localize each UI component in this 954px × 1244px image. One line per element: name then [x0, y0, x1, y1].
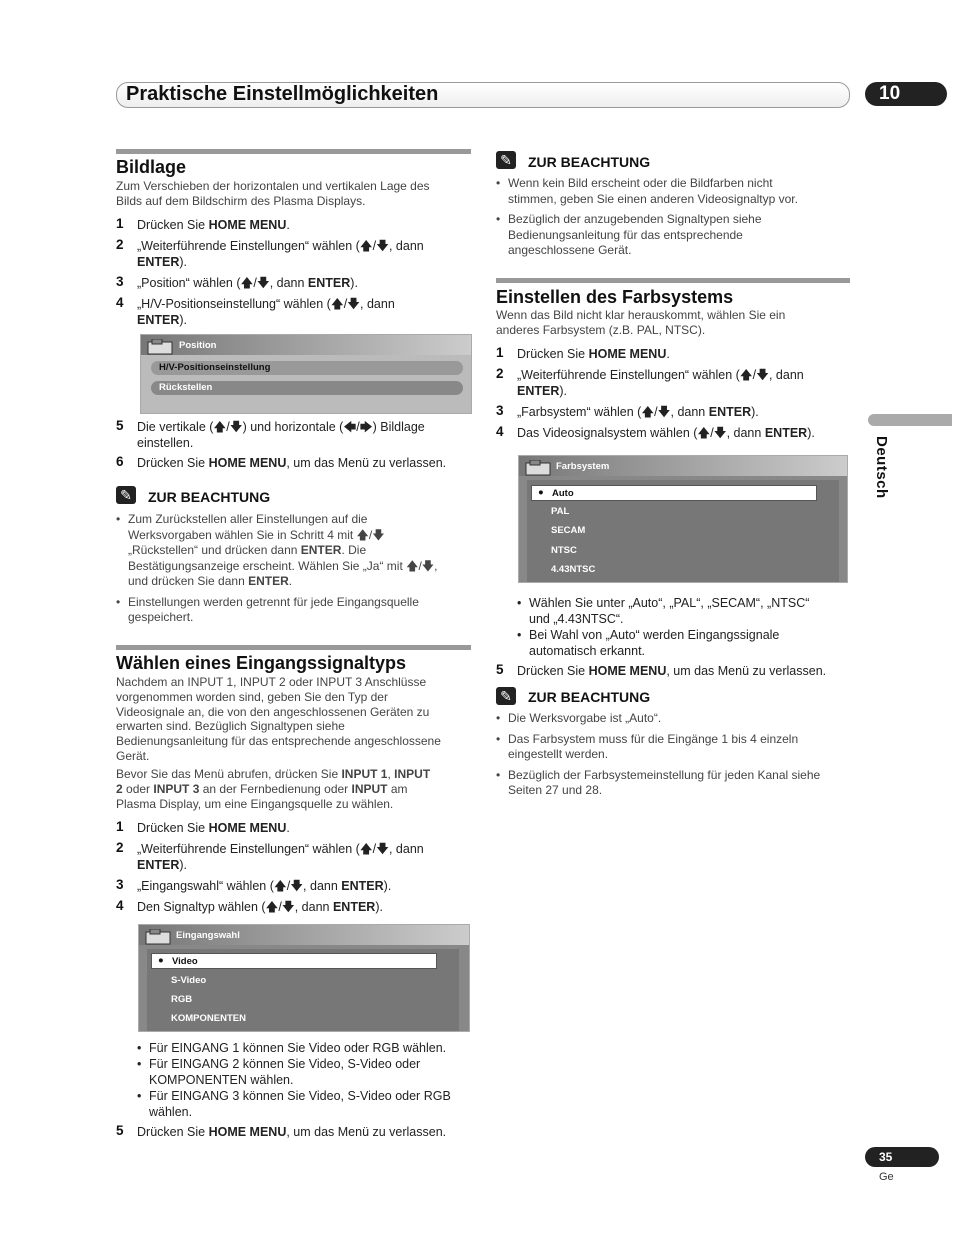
step-number: 2 [116, 840, 124, 855]
step-item [116, 275, 476, 291]
step-item [116, 238, 476, 270]
osd-menu-eingangswahl [138, 924, 470, 1032]
tv-icon [145, 929, 173, 945]
step-text: „Eingangswahl“ wählen (🡅/🡇, dann ENTER). [137, 879, 392, 893]
section-title-farbsystem: Einstellen des Farbsystems [496, 287, 734, 307]
text-line: Gerät. [116, 749, 150, 763]
bullet-icon: • [137, 1089, 142, 1103]
section-title-signal: Wählen eines Eingangssignaltyps [116, 653, 407, 673]
note-text: Zum Zurückstellen aller Einstellungen auf die Werksvorgaben wählen Sie in Schritt 4 mit 🡅/🡇 „Rückstellen“ und drücken dann ENTER. Die Bestätigungsanzeige erscheint. Wählen Sie „Ja“ mit 🡅/🡇, und drücken Sie dann ENTER. [128, 512, 438, 588]
step-item [116, 1124, 476, 1140]
text-line: Plasma Display, um eine Eingangsquelle zu wählen. [116, 797, 394, 811]
step-text: Drücken Sie HOME MENU. [137, 218, 290, 232]
step-text: Drücken Sie HOME MENU, um das Menü zu verlassen. [137, 456, 447, 470]
menu-item[interactable]: KOMPONENTEN [171, 1013, 246, 1024]
note-title: ZUR BEACHTUNG [528, 689, 651, 705]
menu-item[interactable]: PAL [551, 506, 570, 517]
menu-item-label: Auto [552, 488, 574, 499]
menu-item[interactable]: RGB [171, 994, 193, 1005]
menu-item[interactable] [151, 381, 463, 395]
step-number: 4 [116, 295, 124, 310]
text-line: erwarten sind. Bezüglich Signaltypen siehe [116, 719, 345, 734]
step-number: 5 [116, 1123, 124, 1138]
text-line: anderes Farbsystem (z.B. PAL, NTSC). [496, 323, 706, 337]
step-number: 3 [116, 877, 124, 892]
step-number: 3 [496, 403, 504, 418]
note-icon: ✎ [496, 151, 516, 169]
menu-item-selected[interactable] [151, 953, 437, 969]
menu-item[interactable]: NTSC [551, 545, 577, 556]
step-number: 4 [116, 898, 124, 913]
menu-item[interactable]: SECAM [551, 525, 586, 536]
step-item [116, 899, 476, 915]
language-tab [868, 414, 952, 426]
bullet-text: Für EINGANG 2 können Sie Video, S-Video oder KOMPONENTEN wählen. [149, 1057, 421, 1087]
text-line: Zum Verschieben der horizontalen und vertikalen Lage des [116, 179, 430, 193]
bullet-text: Bei Wahl von „Auto“ werden Eingangssignale automatisch erkannt. [529, 628, 780, 658]
step-number: 1 [116, 216, 124, 231]
text-line: Bilds auf dem Bildschirm des Plasma Displays. [116, 194, 366, 208]
menu-item[interactable] [151, 361, 463, 375]
menu-title: Eingangswahl [176, 930, 240, 941]
step-item [116, 296, 476, 328]
tv-icon [525, 460, 553, 476]
text-line: Bevor Sie das Menü abrufen, drücken Sie INPUT 1, INPUT [116, 767, 431, 781]
menu-item[interactable]: S-Video [171, 975, 207, 986]
step-item [496, 367, 856, 399]
osd-menu-position [140, 334, 472, 414]
menu-item-label: Rückstellen [159, 382, 213, 393]
step-item [116, 841, 476, 873]
bullet-icon: • [137, 1041, 142, 1055]
note-icon: ✎ [116, 486, 136, 504]
step-text: „H/V-Positionseinstellung“ wählen (🡅/🡇, dann ENTER). [137, 297, 395, 327]
bullet-icon: • [116, 594, 121, 609]
text-line: Nachdem an INPUT 1, INPUT 2 oder INPUT 3 Anschlüsse [116, 675, 427, 689]
note-title: ZUR BEACHTUNG [148, 489, 271, 505]
section-rule [496, 278, 850, 283]
step-text: „Weiterführende Einstellungen“ wählen (🡅/🡇, dann ENTER). [137, 239, 424, 269]
bullet-text: Für EINGANG 1 können Sie Video oder RGB wählen. [149, 1041, 447, 1055]
note-text: Bezüglich der Farbsystemeinstellung für jeden Kanal siehe Seiten 27 und 28. [508, 767, 821, 797]
text-line: Videosignale an, die von den angeschlossenen Geräten zu [116, 704, 430, 719]
bullet-icon: • [496, 176, 501, 190]
step-number: 5 [496, 662, 504, 677]
note-text: Die Werksvorgabe ist „Auto“. [508, 711, 662, 725]
bullet-icon: • [496, 711, 501, 725]
step-number: 5 [116, 418, 124, 433]
step-item [496, 404, 856, 420]
step-item [116, 217, 476, 233]
note-text: Wenn kein Bild erscheint oder die Bildfarben nicht stimmen, geben Sie einen anderen Videosignaltyp vor. [508, 176, 798, 206]
section-title-bildlage: Bildlage [116, 157, 187, 177]
step-number: 1 [116, 819, 124, 834]
chapter-title: Praktische Einstellmöglichkeiten [126, 83, 439, 105]
step-item [116, 419, 476, 451]
language-tab-label: Deutsch [873, 436, 890, 499]
chapter-number: 10 [865, 82, 947, 106]
note-title: ZUR BEACHTUNG [528, 154, 651, 170]
note-text: Einstellungen werden getrennt für jede Eingangsquelle gespeichert. [128, 594, 419, 624]
bullet-icon: • [496, 767, 501, 782]
note-text: Bezüglich der anzugebenden Signaltypen siehe Bedienungsanleitung für das entsprechende angeschlossene Gerät. [508, 212, 762, 257]
text-line: 2 oder INPUT 3 an der Fernbedienung oder INPUT am [116, 782, 408, 796]
bullet-icon: • [137, 1057, 142, 1071]
bullet-icon: • [517, 628, 522, 642]
menu-item-label: Video [172, 956, 198, 967]
text-line: Wenn das Bild nicht klar herauskommt, wählen Sie ein [496, 308, 786, 322]
tv-icon [147, 339, 175, 355]
osd-menu-farbsystem [518, 455, 848, 583]
selected-dot-icon: ● [158, 955, 164, 966]
step-text: Drücken Sie HOME MENU. [137, 821, 290, 835]
step-text: Drücken Sie HOME MENU, um das Menü zu verlassen. [137, 1125, 447, 1139]
step-text: „Weiterführende Einstellungen“ wählen (🡅/🡇, dann ENTER). [137, 842, 424, 872]
step-number: 1 [496, 345, 504, 360]
step-item [496, 346, 856, 362]
bullet-text: Wählen Sie unter „Auto“, „PAL“, „SECAM“, „NTSC“ und „4.43NTSC“. [529, 596, 810, 626]
step-text: Den Signaltyp wählen (🡅/🡇, dann ENTER). [137, 900, 383, 914]
section-rule [116, 645, 471, 650]
page-language: Ge [879, 1171, 894, 1183]
menu-title: Farbsystem [556, 461, 610, 472]
step-item [116, 820, 476, 836]
step-text: Die vertikale (🡅/🡇) und horizontale (🡄/🡆) Bildlage einstellen. [137, 420, 425, 450]
step-number: 3 [116, 274, 124, 289]
step-item [496, 425, 856, 441]
text-line: vorgenommen worden sind, geben Sie den Typ der [116, 689, 388, 704]
step-number: 6 [116, 454, 124, 469]
page-number: 35 [865, 1147, 939, 1167]
menu-item-label: H/V-Positionseinstellung [159, 362, 271, 373]
step-number: 4 [496, 424, 504, 439]
text-line: Bedienungsanleitung für das entsprechende angeschlossene [116, 734, 441, 749]
menu-title: Position [179, 340, 217, 351]
step-text: „Farbsystem“ wählen (🡅/🡇, dann ENTER). [517, 405, 759, 419]
menu-item[interactable]: 4.43NTSC [551, 564, 596, 575]
step-item [496, 663, 856, 679]
step-number: 2 [116, 237, 124, 252]
step-item [116, 878, 476, 894]
step-number: 2 [496, 366, 504, 381]
bullet-icon: • [496, 212, 501, 226]
menu-item-selected[interactable] [531, 485, 817, 501]
bullet-icon: • [496, 731, 501, 746]
section-rule [116, 149, 471, 154]
note-text: Das Farbsystem muss für die Eingänge 1 bis 4 einzeln eingestellt werden. [508, 731, 799, 761]
step-text: „Position“ wählen (🡅/🡇, dann ENTER). [137, 276, 358, 290]
step-text: Das Videosignalsystem wählen (🡅/🡇, dann ENTER). [517, 426, 815, 440]
step-text: Drücken Sie HOME MENU, um das Menü zu verlassen. [517, 664, 827, 678]
bullet-icon: • [116, 512, 121, 526]
note-icon: ✎ [496, 687, 516, 705]
selected-dot-icon: ● [538, 487, 544, 498]
step-text: Drücken Sie HOME MENU. [517, 347, 670, 361]
step-text: „Weiterführende Einstellungen“ wählen (🡅/🡇, dann ENTER). [517, 368, 804, 398]
step-item [116, 455, 476, 471]
bullet-text: Für EINGANG 3 können Sie Video, S-Video oder RGB wählen. [149, 1089, 451, 1119]
bullet-icon: • [517, 596, 522, 610]
